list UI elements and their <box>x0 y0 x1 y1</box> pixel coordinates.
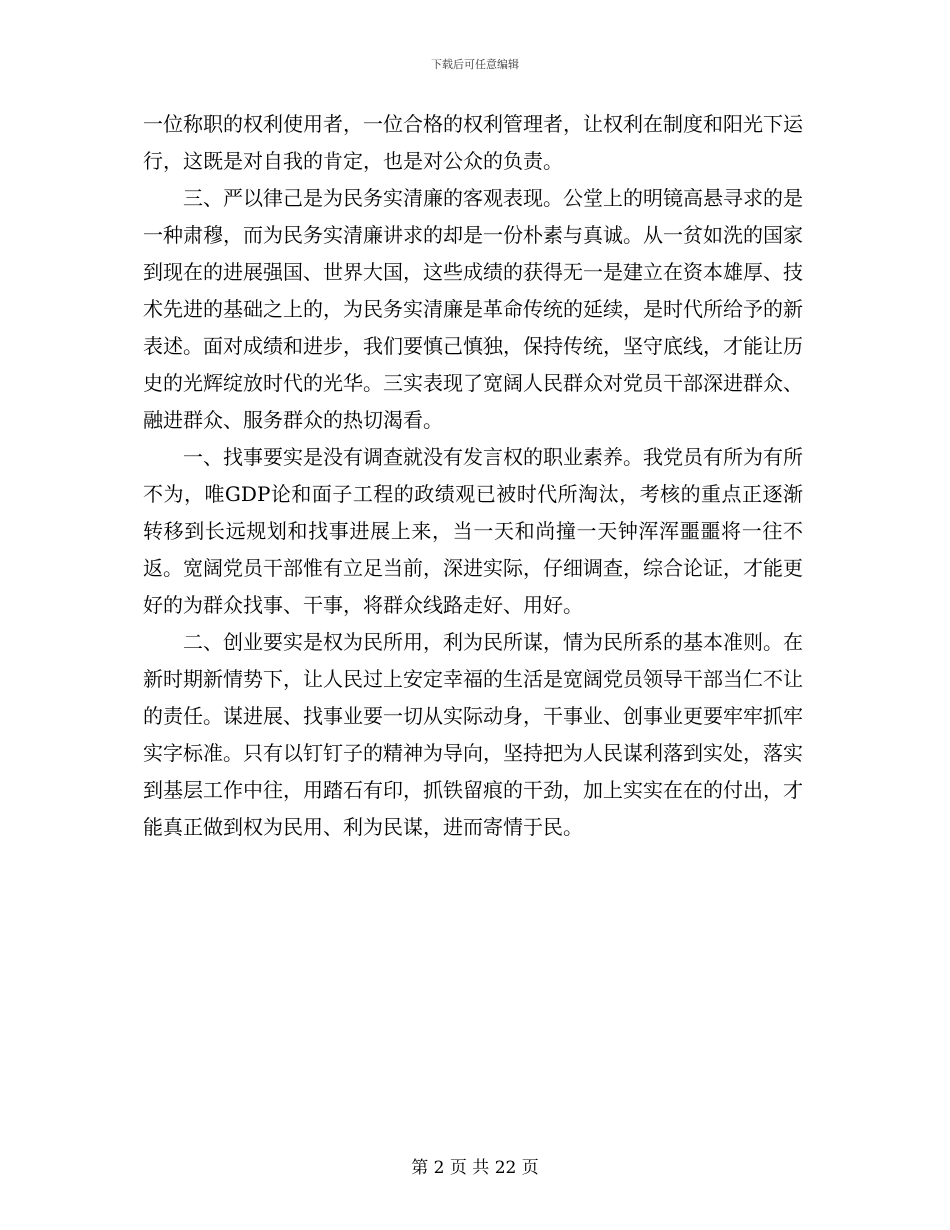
paragraph-continuation: 一位称职的权利使用者，一位合格的权利管理者，让权利在制度和阳光下运行，这既是对自我的肯定，也是对公众的负责。 <box>143 112 803 173</box>
paragraph-point-two: 二、创业要实是权为民所用，利为民所谋，情为民所系的基本准则。在新时期新情势下，让人民过上安定幸福的生活是宽阔党员领导干部当仁不让的责任。谋进展、找事业要一切从实际动身，干事业、创事业更要牢牢抓牢实字标准。只有以钉钉子的精神为导向，坚持把为人民谋利落到实处，落实到基层工作中往，用踏石有印，抓铁留痕的干劲，加上实实在在的付出，才能真正做到权为民用、利为民谋，进而寄情于民。 <box>143 630 803 839</box>
page-header: 下载后可任意编辑 <box>431 58 519 71</box>
paragraph-point-one: 一、找事要实是没有调查就没有发言权的职业素养。我党员有所为有所不为，唯GDP论和面子工程的政绩观已被时代所淘汰，考核的重点正逐渐转移到长远规划和找事进展上来，当一天和尚撞一天钟浑浑噩噩将一往不返。宽阔党员干部惟有立足当前，深进实际，仔细调查，综合论证，才能更好的为群众找事、干事，将群众线路走好、用好。 <box>143 445 803 617</box>
paragraph-section-three: 三、严以律己是为民务实清廉的客观表现。公堂上的明镜高悬寻求的是一种肃穆，而为民务实清廉讲求的却是一份朴素与真诚。从一贫如洗的国家到现在的进展强国、世界大国，这些成绩的获得无一是建立在资本雄厚、技术先进的基础之上的，为民务实清廉是革命传统的延续，是时代所给予的新表述。面对成绩和进步，我们要慎己慎独，保持传统，坚守底线，才能让历史的光辉绽放时代的光华。三实表现了宽阔人民群众对党员干部深进群众、融进群众、服务群众的热切渴看。 <box>143 186 803 432</box>
page-number-footer: 第 2 页 共 22 页 <box>411 1158 539 1178</box>
document-body <box>143 106 803 846</box>
